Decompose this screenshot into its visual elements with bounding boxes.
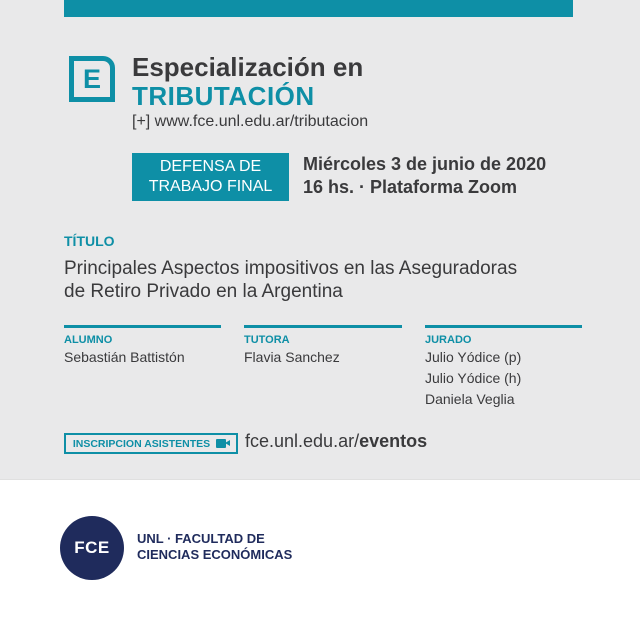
thesis-label: TÍTULO [64, 233, 115, 249]
jurado-name: Julio Yódice (h) [425, 370, 522, 386]
organization-name-line2: CIENCIAS ECONÓMICAS [137, 547, 293, 562]
event-type-line2: TRABAJO FINAL [148, 178, 273, 195]
program-url-link[interactable]: [+] www.fce.unl.edu.ar/tributacion [132, 113, 369, 130]
thesis-title [64, 257, 564, 303]
logo-letter: E [82, 63, 101, 94]
jurado-column [425, 325, 582, 409]
tutora-name: Flavia Sanchez [244, 349, 340, 365]
program-subtitle: TRIBUTACIÓN [132, 81, 315, 111]
specialization-logo-icon [69, 56, 115, 102]
video-camera-icon [216, 439, 229, 448]
event-time-place: 16 hs. · Plataforma Zoom [303, 177, 518, 197]
thesis-title-line2: de Retiro Privado en la Argentina [64, 281, 343, 302]
event-type-line1: DEFENSA DE [159, 158, 262, 175]
column-divider [425, 325, 582, 328]
thesis-title-line1: Principales Aspectos impositivos en las Aseguradoras [64, 258, 518, 279]
top-accent-bar [64, 0, 573, 17]
register-button-label: INSCRIPCION ASISTENTES [72, 437, 211, 450]
column-divider [64, 325, 221, 328]
jurado-name: Daniela Veglia [425, 391, 515, 407]
column-divider [244, 325, 402, 328]
program-title: Especialización en [132, 52, 364, 82]
organization-name-line1: UNL · FACULTAD DE [137, 531, 265, 546]
register-attendees-button[interactable] [64, 433, 238, 454]
fce-logo-text: FCE [74, 538, 110, 557]
tutora-column [244, 325, 402, 367]
jurado-name: Julio Yódice (p) [425, 349, 522, 365]
events-url-suffix: eventos [359, 431, 428, 451]
alumno-column [64, 325, 221, 367]
alumno-name: Sebastián Battistón [64, 349, 185, 365]
jurado-label: JURADO [425, 334, 472, 346]
events-url-prefix: fce.unl.edu.ar/ [245, 431, 360, 451]
fce-logo [60, 516, 124, 580]
events-url-link[interactable] [245, 431, 427, 452]
tutora-label: TUTORA [244, 334, 290, 346]
alumno-label: ALUMNO [64, 334, 113, 346]
event-type-badge [132, 153, 289, 201]
event-date: Miércoles 3 de junio de 2020 [303, 154, 547, 174]
